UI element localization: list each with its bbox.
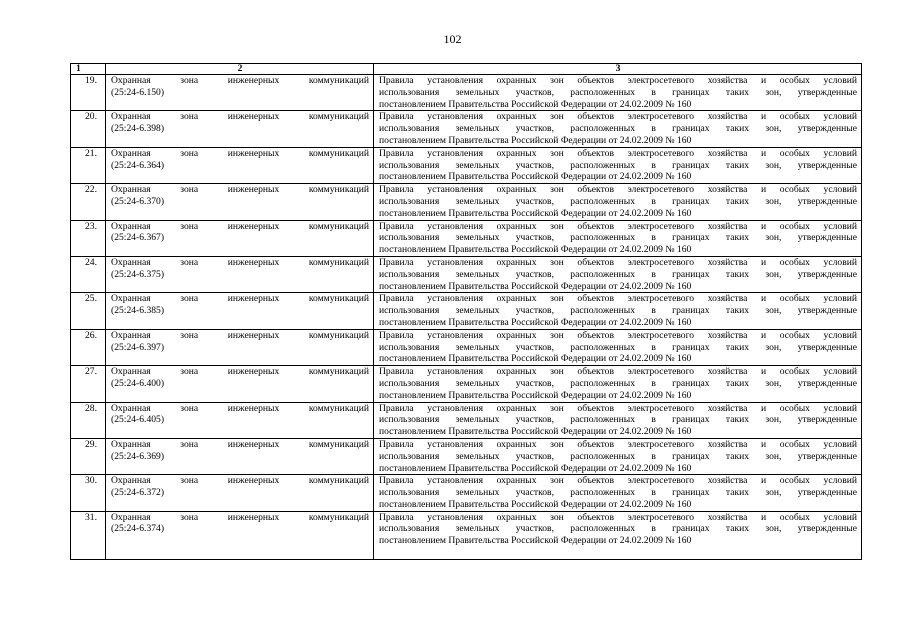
zone-description xyxy=(106,75,374,111)
row-number: 27. xyxy=(71,366,106,402)
regulation-document xyxy=(374,220,862,256)
table-body xyxy=(71,64,862,560)
regulation-line: Правила установления охранных зон объектов электросетевого хозяйства и особых условий xyxy=(379,75,857,86)
zone-description xyxy=(106,366,374,402)
regulation-line: Правила установления охранных зон объектов электросетевого хозяйства и особых условий xyxy=(379,438,857,450)
regulation-line: Правила установления охранных зон объектов электросетевого хозяйства и особых условий xyxy=(379,256,857,268)
row-number: 28. xyxy=(71,402,106,438)
zone-name: Охранная зона инженерных коммуникаций xyxy=(111,438,369,450)
row-number: 25. xyxy=(71,293,106,329)
regulation-line: использования земельных участков, расположенных в границах таких зон, утвержденные xyxy=(379,305,857,317)
zone-name: Охранная зона инженерных коммуникаций xyxy=(111,147,369,159)
zone-code: (25:24-6.372) xyxy=(111,487,165,499)
row-number: 30. xyxy=(71,475,106,511)
zone-description xyxy=(106,511,374,559)
column-header-document: 3 xyxy=(374,64,862,75)
zone-description xyxy=(106,256,374,292)
zone-description xyxy=(106,147,374,183)
zone-code: (25:24-6.400) xyxy=(111,377,165,389)
regulation-line: постановлением Правительства Российской Федерации от 24.02.2009 № 160 xyxy=(379,426,692,438)
page-number: 102 xyxy=(443,32,462,46)
regulation-line: Правила установления охранных зон объектов электросетевого хозяйства и особых условий xyxy=(379,329,857,341)
column-header-description: 2 xyxy=(106,64,374,75)
regulation-line: постановлением Правительства Российской Федерации от 24.02.2009 № 160 xyxy=(379,316,692,328)
regulation-line: использования земельных участков, расположенных в границах таких зон, утвержденные xyxy=(379,450,857,462)
zone-code: (25:24-6.405) xyxy=(111,414,165,426)
table-row xyxy=(71,366,862,402)
regulation-document xyxy=(374,184,862,220)
regulation-line: использования земельных участков, расположенных в границах таких зон, утвержденные xyxy=(379,86,857,98)
zone-code: (25:24-6.397) xyxy=(111,341,165,353)
regulation-document xyxy=(374,402,862,438)
table-row xyxy=(71,184,862,220)
column-header-number: 1 xyxy=(71,64,106,75)
zone-name: Охранная зона инженерных коммуникаций xyxy=(111,111,369,123)
zone-description xyxy=(106,475,374,511)
regulation-line: Правила установления охранных зон объектов электросетевого хозяйства и особых условий xyxy=(379,184,857,196)
regulation-document xyxy=(374,293,862,329)
regulation-line: использования земельных участков, расположенных в границах таких зон, утвержденные xyxy=(379,487,857,499)
row-number: 20. xyxy=(71,111,106,147)
zone-name: Охранная зона инженерных коммуникаций xyxy=(111,329,369,341)
regulation-line: Правила установления охранных зон объектов электросетевого хозяйства и особых условий xyxy=(379,511,857,523)
zone-description xyxy=(106,329,374,365)
table-row xyxy=(71,475,862,511)
regulation-line: использования земельных участков, расположенных в границах таких зон, утвержденные xyxy=(379,159,857,171)
table-row xyxy=(71,220,862,256)
zone-name: Охранная зона инженерных коммуникаций xyxy=(111,220,369,232)
zone-code: (25:24-6.364) xyxy=(111,159,165,171)
regulation-line: постановлением Правительства Российской Федерации от 24.02.2009 № 160 xyxy=(379,498,692,510)
regulation-line: постановлением Правительства Российской Федерации от 24.02.2009 № 160 xyxy=(379,244,692,256)
row-number: 24. xyxy=(71,256,106,292)
regulation-line: постановлением Правительства Российской Федерации от 24.02.2009 № 160 xyxy=(379,535,692,547)
regulation-line: использования земельных участков, расположенных в границах таких зон, утвержденные xyxy=(379,268,857,280)
regulation-line: постановлением Правительства Российской Федерации от 24.02.2009 № 160 xyxy=(379,280,692,292)
regulation-line: использования земельных участков, расположенных в границах таких зон, утвержденные xyxy=(379,414,857,426)
zone-description xyxy=(106,293,374,329)
regulation-line: использования земельных участков, расположенных в границах таких зон, утвержденные xyxy=(379,195,857,207)
table-row xyxy=(71,111,862,147)
zone-name: Охранная зона инженерных коммуникаций xyxy=(111,511,369,523)
table-row xyxy=(71,511,862,559)
regulation-document xyxy=(374,111,862,147)
zone-name: Охранная зона инженерных коммуникаций xyxy=(111,402,369,414)
zone-name: Охранная зона инженерных коммуникаций xyxy=(111,475,369,487)
row-number: 31. xyxy=(71,511,106,559)
zones-table xyxy=(70,63,862,560)
row-number: 19. xyxy=(71,75,106,111)
zone-description xyxy=(106,402,374,438)
regulation-document xyxy=(374,438,862,474)
row-number: 21. xyxy=(71,147,106,183)
zone-code: (25:24-6.385) xyxy=(111,305,165,317)
regulation-line: использования земельных участков, расположенных в границах таких зон, утвержденные xyxy=(379,523,857,535)
zone-code: (25:24-6.398) xyxy=(111,123,165,135)
regulation-document xyxy=(374,366,862,402)
regulation-line: постановлением Правительства Российской Федерации от 24.02.2009 № 160 xyxy=(379,98,692,110)
regulation-line: использования земельных участков, расположенных в границах таких зон, утвержденные xyxy=(379,377,857,389)
regulation-line: использования земельных участков, расположенных в границах таких зон, утвержденные xyxy=(379,232,857,244)
table-row xyxy=(71,329,862,365)
regulation-document xyxy=(374,329,862,365)
regulation-line: Правила установления охранных зон объектов электросетевого хозяйства и особых условий xyxy=(379,147,857,159)
regulation-line: Правила установления охранных зон объектов электросетевого хозяйства и особых условий xyxy=(379,402,857,414)
regulation-document xyxy=(374,475,862,511)
zone-name: Охранная зона инженерных коммуникаций xyxy=(111,366,369,378)
regulation-line: Правила установления охранных зон объектов электросетевого хозяйства и особых условий xyxy=(379,293,857,305)
zone-description xyxy=(106,184,374,220)
regulation-line: Правила установления охранных зон объектов электросетевого хозяйства и особых условий xyxy=(379,111,857,123)
zone-code: (25:24-6.370) xyxy=(111,195,165,207)
regulation-line: постановлением Правительства Российской Федерации от 24.02.2009 № 160 xyxy=(379,207,692,219)
regulation-line: постановлением Правительства Российской Федерации от 24.02.2009 № 160 xyxy=(379,171,692,183)
table-row xyxy=(71,256,862,292)
zone-code: (25:24-6.369) xyxy=(111,450,165,462)
zone-description xyxy=(106,111,374,147)
table-row xyxy=(71,402,862,438)
table-row xyxy=(71,147,862,183)
zone-name: Охранная зона инженерных коммуникаций xyxy=(111,184,369,196)
zone-description xyxy=(106,220,374,256)
regulation-line: Правила установления охранных зон объектов электросетевого хозяйства и особых условий xyxy=(379,366,857,378)
zone-name: Охранная зона инженерных коммуникаций xyxy=(111,75,369,86)
zone-description xyxy=(106,438,374,474)
zone-code: (25:24-6.374) xyxy=(111,523,165,535)
regulation-document xyxy=(374,256,862,292)
zone-code: (25:24-6.375) xyxy=(111,268,165,280)
zone-name: Охранная зона инженерных коммуникаций xyxy=(111,293,369,305)
table-row xyxy=(71,438,862,474)
row-number: 26. xyxy=(71,329,106,365)
zone-code: (25:24-6.150) xyxy=(111,86,165,98)
row-number: 23. xyxy=(71,220,106,256)
regulation-line: постановлением Правительства Российской Федерации от 24.02.2009 № 160 xyxy=(379,134,692,146)
regulation-line: Правила установления охранных зон объектов электросетевого хозяйства и особых условий xyxy=(379,475,857,487)
table-row xyxy=(71,293,862,329)
regulation-document xyxy=(374,147,862,183)
regulation-line: Правила установления охранных зон объектов электросетевого хозяйства и особых условий xyxy=(379,220,857,232)
regulation-line: использования земельных участков, расположенных в границах таких зон, утвержденные xyxy=(379,123,857,135)
table-header-row xyxy=(71,64,862,75)
table-row xyxy=(71,75,862,111)
regulation-document xyxy=(374,75,862,111)
regulation-line: постановлением Правительства Российской Федерации от 24.02.2009 № 160 xyxy=(379,462,692,474)
regulation-line: использования земельных участков, расположенных в границах таких зон, утвержденные xyxy=(379,341,857,353)
regulation-line: постановлением Правительства Российской Федерации от 24.02.2009 № 160 xyxy=(379,353,692,365)
row-number: 22. xyxy=(71,184,106,220)
zone-code: (25:24-6.367) xyxy=(111,232,165,244)
row-number: 29. xyxy=(71,438,106,474)
zone-name: Охранная зона инженерных коммуникаций xyxy=(111,256,369,268)
regulation-line: постановлением Правительства Российской Федерации от 24.02.2009 № 160 xyxy=(379,389,692,401)
regulation-document xyxy=(374,511,862,559)
